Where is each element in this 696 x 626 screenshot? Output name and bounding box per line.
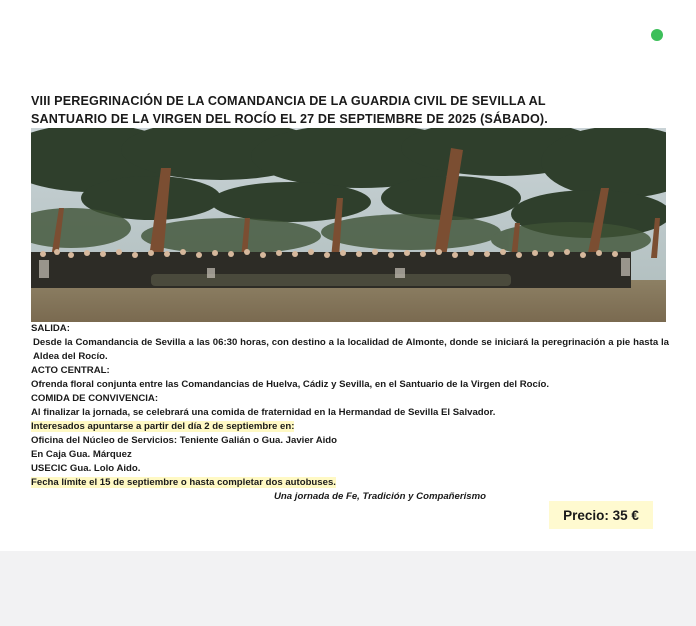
deadline-notice: Fecha límite el 15 de septiembre o hasta completar dos autobuses. <box>31 477 336 488</box>
salida-text: Desde la Comandancia de Sevilla a las 06:30 horas, con destino a la localidad de Almonte, donde se iniciará la peregrinación a pie hasta la Aldea del Rocío. <box>33 337 669 362</box>
title-line-1: VIII PEREGRINACIÓN DE LA COMANDANCIA DE LA GUARDIA CIVIL DE SEVILLA AL <box>31 94 546 108</box>
acto-central-text: Ofrenda floral conjunta entre las Comandancias de Huelva, Cádiz y Sevilla, en el Santuario de la Virgen del Rocío. <box>31 379 550 390</box>
title-line-2: SANTUARIO DE LA VIRGEN DEL ROCÍO EL 27 DE SEPTIEMBRE DE 2025 (SÁBADO). <box>31 112 548 126</box>
contact-office: Oficina del Núcleo de Servicios: Teniente Galián o Gua. Javier Aido <box>31 435 338 446</box>
comida-text: Al finalizar la jornada, se celebrará una comida de fraternidad en la Hermandad de Sevilla El Salvador. <box>31 407 496 418</box>
contact-caja: En Caja Gua. Márquez <box>31 449 132 460</box>
event-details <box>31 322 669 504</box>
status-indicator-dot <box>651 29 663 41</box>
slogan: Una jornada de Fe, Tradición y Compañerismo <box>274 491 486 502</box>
footer-area <box>0 551 696 626</box>
group-photo <box>31 128 666 322</box>
acto-central-heading: ACTO CENTRAL: <box>31 365 110 376</box>
salida-heading: SALIDA: <box>31 323 70 334</box>
contact-usecic: USECIC Gua. Lolo Aido. <box>31 463 141 474</box>
event-title <box>31 92 671 128</box>
registration-notice: Interesados apuntarse a partir del día 2 de septiembre en: <box>31 421 295 432</box>
comida-heading: COMIDA DE CONVIVENCIA: <box>31 393 159 404</box>
price-badge: Precio: 35 € <box>549 501 653 529</box>
group-photo-illustration <box>31 128 666 322</box>
